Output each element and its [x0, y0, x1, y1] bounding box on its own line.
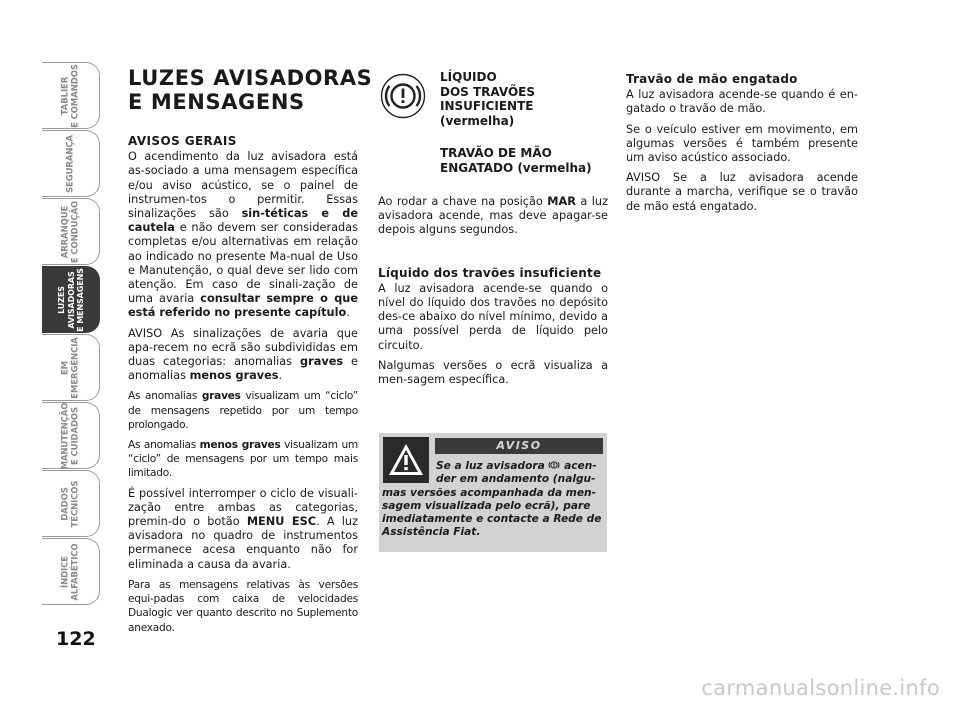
tab-label: TABLIER E COMANDOS: [60, 63, 80, 128]
section-heading: AVISOS GERAIS: [128, 134, 237, 148]
brake-warning-icon: [548, 459, 560, 471]
page-number: 122: [56, 628, 96, 650]
watermark: carmanualsonline.info: [701, 676, 940, 700]
tab-tablier[interactable]: [42, 62, 100, 129]
tab-label: LUZES AVISADORAS E MENSAGENS: [56, 267, 85, 332]
warning-box: [379, 433, 607, 552]
lamp-heading-brake-fluid: LÍQUIDO DOS TRAVÕES INSUFICIENTE (vermelha): [440, 70, 535, 128]
lamp-heading-handbrake: TRAVÃO DE MÃO ENGATADO (vermelha): [440, 146, 592, 175]
tab-seguranca[interactable]: [42, 130, 100, 197]
tab-label: EM EMERGÊNCIA: [60, 336, 80, 399]
tab-label: ARRANQUE E CONDUÇÃO: [60, 200, 80, 263]
paragraph: A luz avisadora acende-se quando o nível do líquido dos travões no depósito des-ce abaixo do nível mínimo, devido a uma possível perda de líquido pelo circuito.: [378, 281, 608, 352]
page-title: LUZES AVISADORAS E MENSAGENS: [128, 66, 373, 114]
warning-heading: AVISO: [435, 438, 603, 454]
warning-text: Se a luz avisadora acen-der em andamento (nalgu- mas versões acompanhada da men-sagem visualizada pelo ecrã), pare imediatamente e contacte a Rede de Assistência Fiat.: [382, 460, 602, 539]
paragraph: Para as mensagens relativas às versões equi-padas com caixa de velocidades Dualogic ver quanto descrito no Suplemento anexado.: [128, 578, 358, 634]
paragraph: AVISO Se a luz avisadora acende durante a marcha, verifique se o travão de mão está engatado.: [626, 171, 858, 213]
tab-luzes-avisadoras[interactable]: [42, 266, 100, 333]
paragraph: As anomalias graves visualizam um “ciclo” de mensagens repetido por um tempo prolongado.: [128, 390, 359, 431]
brake-warning-icon: [380, 73, 426, 119]
paragraph: O acendimento da luz avisadora está as-sociado a uma mensagem específica e/ou aviso acústico, se o painel de instrumen-tos o permitir. Essas sinalizações são sin-téticas e de cautela e não devem ser consideradas completas e/ou alternativas em relação ao indicado no presente Ma-nual de Uso e Manutenção, o qual deve ser lido com atenção. Em caso de sinali-zação de uma avaria consultar sempre o que está referido no presente capítulo.: [128, 150, 358, 320]
paragraph: As anomalias menos graves visualizam um “ciclo” de mensagens por um tempo mais limitado.: [128, 439, 359, 480]
paragraph: A luz avisadora acende-se quando é en-gatado o travão de mão.: [626, 88, 858, 116]
chapter-tabs: [42, 62, 102, 606]
tab-label: DADOS TÉCNICOS: [60, 480, 80, 527]
tab-dados-tecnicos[interactable]: [42, 470, 100, 537]
paragraph: É possível interromper o ciclo de visuali-zação entre ambas as categorias, premin-do o botão MENU ESC. A luz avisadora no quadro de instrumentos permanece acesa enquanto não for eliminada a causa da avaria.: [128, 486, 358, 571]
paragraph: AVISO As sinalizações de avaria que apa-recem no ecrã são subdivididas em duas categorias: anomalias graves e anomalias menos graves.: [128, 326, 358, 383]
tab-label: ÍNDICE ALFABÉTICO: [60, 542, 80, 601]
tab-arranque[interactable]: [42, 198, 100, 265]
tab-label: MANUTENÇÃO E CUIDADOS: [60, 402, 80, 469]
section-heading: Travão de mão engatado: [626, 72, 798, 86]
paragraph: Nalgumas versões o ecrã visualiza a men-sagem específica.: [378, 358, 608, 387]
tab-label: SEGURANÇA: [64, 134, 75, 193]
paragraph: Ao rodar a chave na posição MAR a luz avisadora acende, mas deve apagar-se depois alguns segundos.: [378, 195, 608, 237]
section-heading: Líquido dos travões insuficiente: [378, 265, 602, 280]
column-3: [626, 66, 858, 220]
paragraph: Se o veículo estiver em movimento, em algumas versões é também presente um aviso acústico associado.: [626, 122, 858, 165]
column-2: [378, 195, 608, 393]
tab-emergencia[interactable]: [42, 334, 100, 401]
column-1: [128, 66, 373, 641]
tab-manutencao[interactable]: [42, 402, 100, 469]
tab-indice[interactable]: [42, 538, 100, 605]
